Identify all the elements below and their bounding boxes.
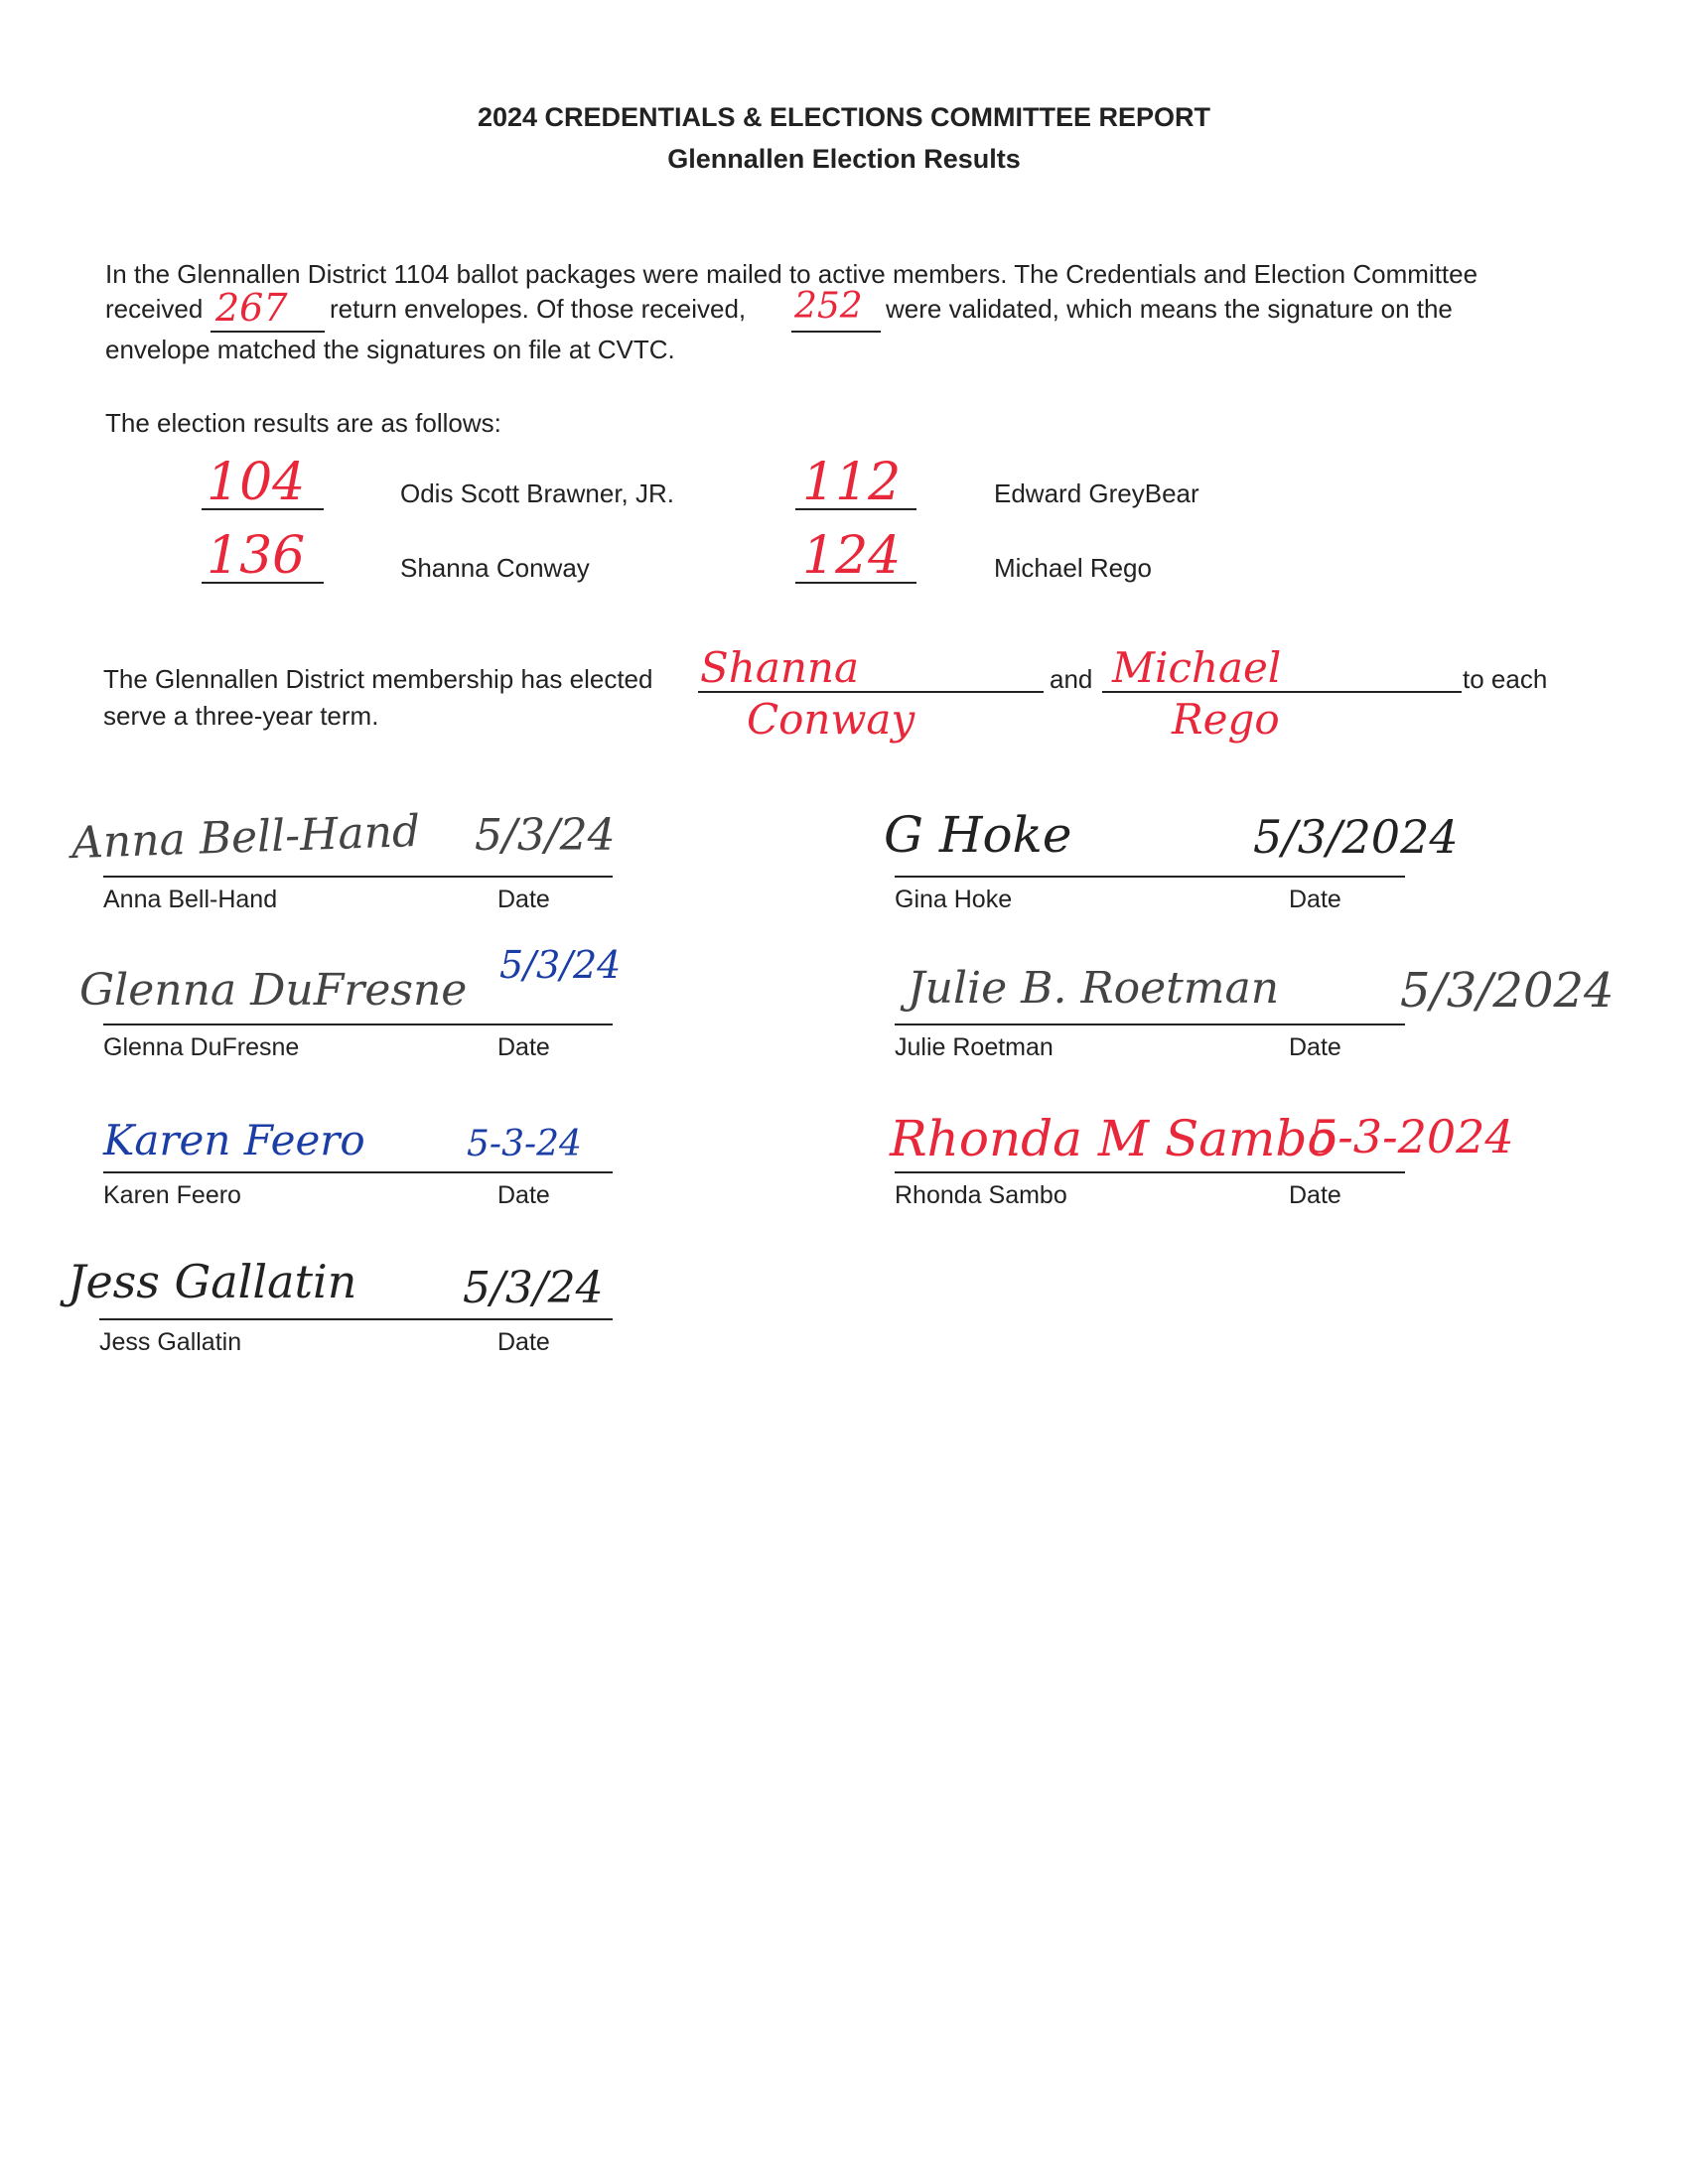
date-label: Date (497, 1328, 550, 1356)
signature: Karen Feero (103, 1116, 365, 1164)
signature-line (895, 1024, 1405, 1025)
signature-line (103, 876, 613, 878)
signature: Rhonda M Sambo (890, 1110, 1337, 1167)
elected-line-2: serve a three-year term. (103, 701, 379, 731)
vote-count: 136 (207, 526, 306, 586)
date-label: Date (497, 886, 550, 913)
results-heading: The election results are as follows: (105, 408, 501, 438)
intro-line-3: envelope matched the signatures on file at CVTC. (105, 335, 675, 364)
signature: G Hoke (884, 806, 1072, 864)
date-label: Date (1289, 886, 1341, 913)
signer-name: Jess Gallatin (99, 1328, 242, 1356)
signer-name: Julie Roetman (895, 1033, 1054, 1061)
signature-date: 5/3/24 (499, 943, 622, 987)
signer-name: Rhonda Sambo (895, 1181, 1067, 1209)
candidate-name: Edward GreyBear (994, 478, 1199, 508)
elected-and: and (1050, 664, 1093, 694)
signature: Anna Bell-Hand (70, 805, 421, 870)
candidate-name: Shanna Conway (400, 553, 590, 583)
signature-line (103, 1024, 613, 1025)
candidate-name: Michael Rego (994, 553, 1152, 583)
elected-second-surname: Rego (1172, 695, 1280, 744)
received-count: 267 (215, 286, 288, 330)
signer-name: Karen Feero (103, 1181, 241, 1209)
signature-date: 5/3/24 (463, 1263, 604, 1313)
elected-first-surname: Conway (747, 695, 915, 744)
date-label: Date (497, 1181, 550, 1209)
elected-suffix: to each (1463, 664, 1548, 694)
validated-suffix: were validated, which means the signature on the (886, 294, 1453, 324)
signature: Jess Gallatin (68, 1255, 357, 1308)
signature-date: 5/3/24 (475, 810, 616, 861)
signature-date: 5/3/2024 (1253, 810, 1459, 864)
signature-date: 5/3/2024 (1400, 963, 1615, 1019)
elected-prefix: The Glennallen District membership has elected (103, 664, 653, 694)
vote-count: 124 (802, 526, 902, 586)
signature-line (895, 1171, 1405, 1173)
signature: Julie B. Roetman (908, 963, 1280, 1014)
received-mid: return envelopes. Of those received, (330, 294, 747, 324)
vote-count: 104 (207, 453, 306, 512)
signature-date: 5-3-2024 (1309, 1110, 1514, 1163)
signature-date: 5-3-24 (467, 1124, 582, 1164)
signature-line (895, 876, 1405, 878)
intro-line-1: In the Glennallen District 1104 ballot packages were mailed to active members. The Credentials and Election Committee (105, 259, 1478, 289)
validated-count: 252 (794, 286, 863, 327)
signature-line (99, 1318, 613, 1320)
report-title: 2024 CREDENTIALS & ELECTIONS COMMITTEE REPORT (477, 102, 1211, 132)
signer-name: Gina Hoke (895, 886, 1013, 913)
date-label: Date (497, 1033, 550, 1061)
date-label: Date (1289, 1181, 1341, 1209)
elected-first-name: Shanna (700, 643, 860, 692)
date-label: Date (1289, 1033, 1341, 1061)
signer-name: Anna Bell-Hand (103, 886, 278, 913)
signature-line (103, 1171, 613, 1173)
signer-name: Glenna DuFresne (103, 1033, 300, 1061)
report-subtitle: Glennallen Election Results (667, 144, 1021, 174)
signature: Glenna DuFresne (79, 965, 468, 1016)
elected-second-name: Michael (1112, 643, 1282, 692)
received-prefix: received (105, 294, 204, 324)
candidate-name: Odis Scott Brawner, JR. (400, 478, 674, 508)
vote-count: 112 (802, 453, 902, 512)
